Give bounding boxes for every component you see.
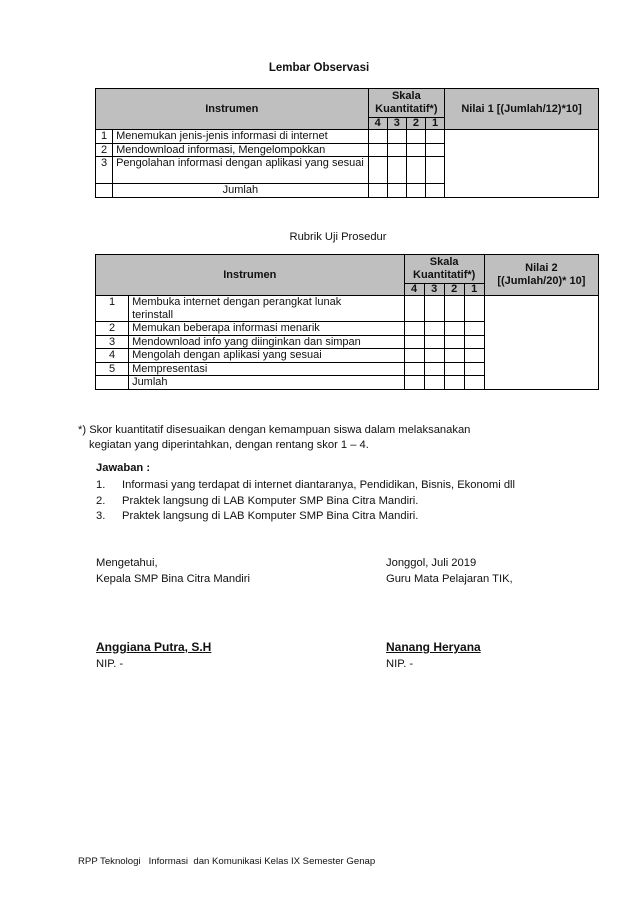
table-row	[96, 296, 599, 322]
score-cell	[424, 335, 444, 349]
answer-text: Informasi yang terdapat di internet diantaranya, Pendidikan, Bisnis, Ekonomi dll	[122, 479, 516, 491]
score-cell	[444, 335, 464, 349]
answer-text: Praktek langsung di LAB Komputer SMP Bina Citra Mandiri.	[122, 494, 419, 507]
row-number: 2	[96, 322, 129, 336]
row-text: Mendownload info yang diinginkan dan simpan	[129, 335, 405, 349]
row-text: Memukan beberapa informasi menarik	[129, 322, 405, 336]
row-text: Membuka internet dengan perangkat lunak terinstall	[129, 296, 405, 322]
score-cell	[406, 157, 425, 184]
jumlah-label: Jumlah	[113, 184, 369, 198]
score-cell	[404, 322, 424, 336]
note-line1: *) Skor kuantitatif disesuaikan dengan kemampuan siswa dalam melaksanakan	[78, 424, 471, 436]
row-text: Mendownload informasi, Mengelompokkan	[113, 143, 369, 157]
score-cell	[424, 296, 444, 322]
answer-number: 1.	[96, 479, 106, 491]
right-line1: Jonggol, Juli 2019	[386, 557, 477, 569]
score-cell	[404, 349, 424, 363]
row-number: 4	[96, 349, 129, 363]
score-cell	[425, 130, 444, 144]
empty-cell	[96, 184, 113, 198]
scale-header-cell: 3	[387, 118, 406, 130]
table1-title: Lembar Observasi	[268, 62, 370, 74]
list-item	[96, 509, 515, 525]
right-signer-name: Nanang Heryana	[386, 640, 481, 654]
score-cell	[368, 184, 387, 198]
row-number: 3	[96, 335, 129, 349]
answer-text: Praktek langsung di LAB Komputer SMP Bina Citra Mandiri.	[122, 510, 419, 522]
score-cell	[387, 130, 406, 144]
score-cell	[444, 296, 464, 322]
scale-header-cell: 4	[404, 284, 424, 296]
scale-header-cell: 1	[425, 118, 444, 130]
score-cell	[425, 143, 444, 157]
table-row	[96, 130, 599, 144]
score-cell	[424, 362, 444, 376]
score-cell	[406, 184, 425, 198]
left-nip: NIP. -	[96, 658, 124, 670]
skala-header: Skala Kuantitatif*)	[368, 89, 444, 118]
row-text: Mempresentasi	[129, 362, 405, 376]
score-cell	[464, 362, 484, 376]
empty-cell	[96, 376, 129, 390]
page-footer: RPP Teknologi Informasi dan Komunikasi Kelas IX Semester Genap	[78, 856, 376, 867]
instrumen-header: Instrumen	[96, 89, 369, 130]
score-cell	[368, 130, 387, 144]
answer-number: 2.	[96, 494, 106, 507]
score-cell	[444, 362, 464, 376]
jumlah-label: Jumlah	[129, 376, 405, 390]
observation-table	[95, 88, 599, 198]
score-cell	[464, 296, 484, 322]
row-text: Menemukan jenis-jenis informasi di internet	[113, 130, 369, 144]
row-number: 1	[96, 130, 113, 144]
score-cell	[404, 335, 424, 349]
score-cell	[464, 335, 484, 349]
instrumen-header: Instrumen	[96, 255, 405, 296]
scale-header-cell: 4	[368, 118, 387, 130]
scale-header-cell: 1	[464, 284, 484, 296]
score-cell	[404, 376, 424, 390]
right-line2: Guru Mata Pelajaran TIK,	[386, 573, 513, 585]
score-cell	[425, 184, 444, 198]
signature-right	[386, 555, 513, 587]
nilai-header	[484, 255, 598, 296]
table2-title: Rubrik Uji Prosedur	[289, 231, 387, 243]
row-text: Pengolahan informasi dengan aplikasi yang sesuai	[113, 157, 369, 184]
row-number: 1	[96, 296, 129, 322]
nilai-header-line2: [(Jumlah/20)* 10]	[497, 275, 586, 287]
score-cell	[404, 362, 424, 376]
score-cell	[464, 322, 484, 336]
score-cell	[387, 143, 406, 157]
score-cell	[464, 349, 484, 363]
nilai-header: Nilai 1 [(Jumlah/12)*10]	[445, 89, 599, 130]
skala-header: Skala Kuantitatif*)	[404, 255, 484, 284]
score-cell	[464, 376, 484, 390]
left-line2: Kepala SMP Bina Citra Mandiri	[96, 573, 251, 585]
score-cell	[424, 349, 444, 363]
list-item	[96, 478, 515, 494]
score-cell	[406, 130, 425, 144]
score-note	[78, 423, 470, 453]
score-cell	[444, 322, 464, 336]
left-line1: Mengetahui,	[96, 557, 158, 569]
row-number: 3	[96, 157, 113, 184]
scale-header-cell: 3	[424, 284, 444, 296]
score-cell	[387, 157, 406, 184]
note-line2: kegiatan yang diperintahkan, dengan rentang skor 1 – 4.	[89, 439, 369, 451]
answer-number: 3.	[96, 510, 106, 522]
scale-header-cell: 2	[406, 118, 425, 130]
signature-left	[96, 555, 250, 587]
score-cell	[425, 157, 444, 184]
row-text: Mengolah dengan aplikasi yang sesuai	[129, 349, 405, 363]
scale-header-cell: 2	[444, 284, 464, 296]
nilai-cell	[445, 130, 599, 198]
score-cell	[387, 184, 406, 198]
score-cell	[404, 296, 424, 322]
score-cell	[368, 157, 387, 184]
score-cell	[424, 376, 444, 390]
answers-list	[96, 478, 515, 525]
nilai-cell	[484, 296, 598, 390]
nilai-header-line1: Nilai 2	[525, 262, 558, 274]
rubric-table	[95, 254, 599, 390]
right-nip: NIP. -	[386, 658, 414, 670]
score-cell	[444, 376, 464, 390]
list-item	[96, 494, 515, 510]
score-cell	[368, 143, 387, 157]
answers-heading: Jawaban :	[96, 462, 151, 474]
score-cell	[444, 349, 464, 363]
row-number: 5	[96, 362, 129, 376]
score-cell	[406, 143, 425, 157]
row-number: 2	[96, 143, 113, 157]
score-cell	[424, 322, 444, 336]
left-signer-name: Anggiana Putra, S.H	[96, 640, 212, 654]
